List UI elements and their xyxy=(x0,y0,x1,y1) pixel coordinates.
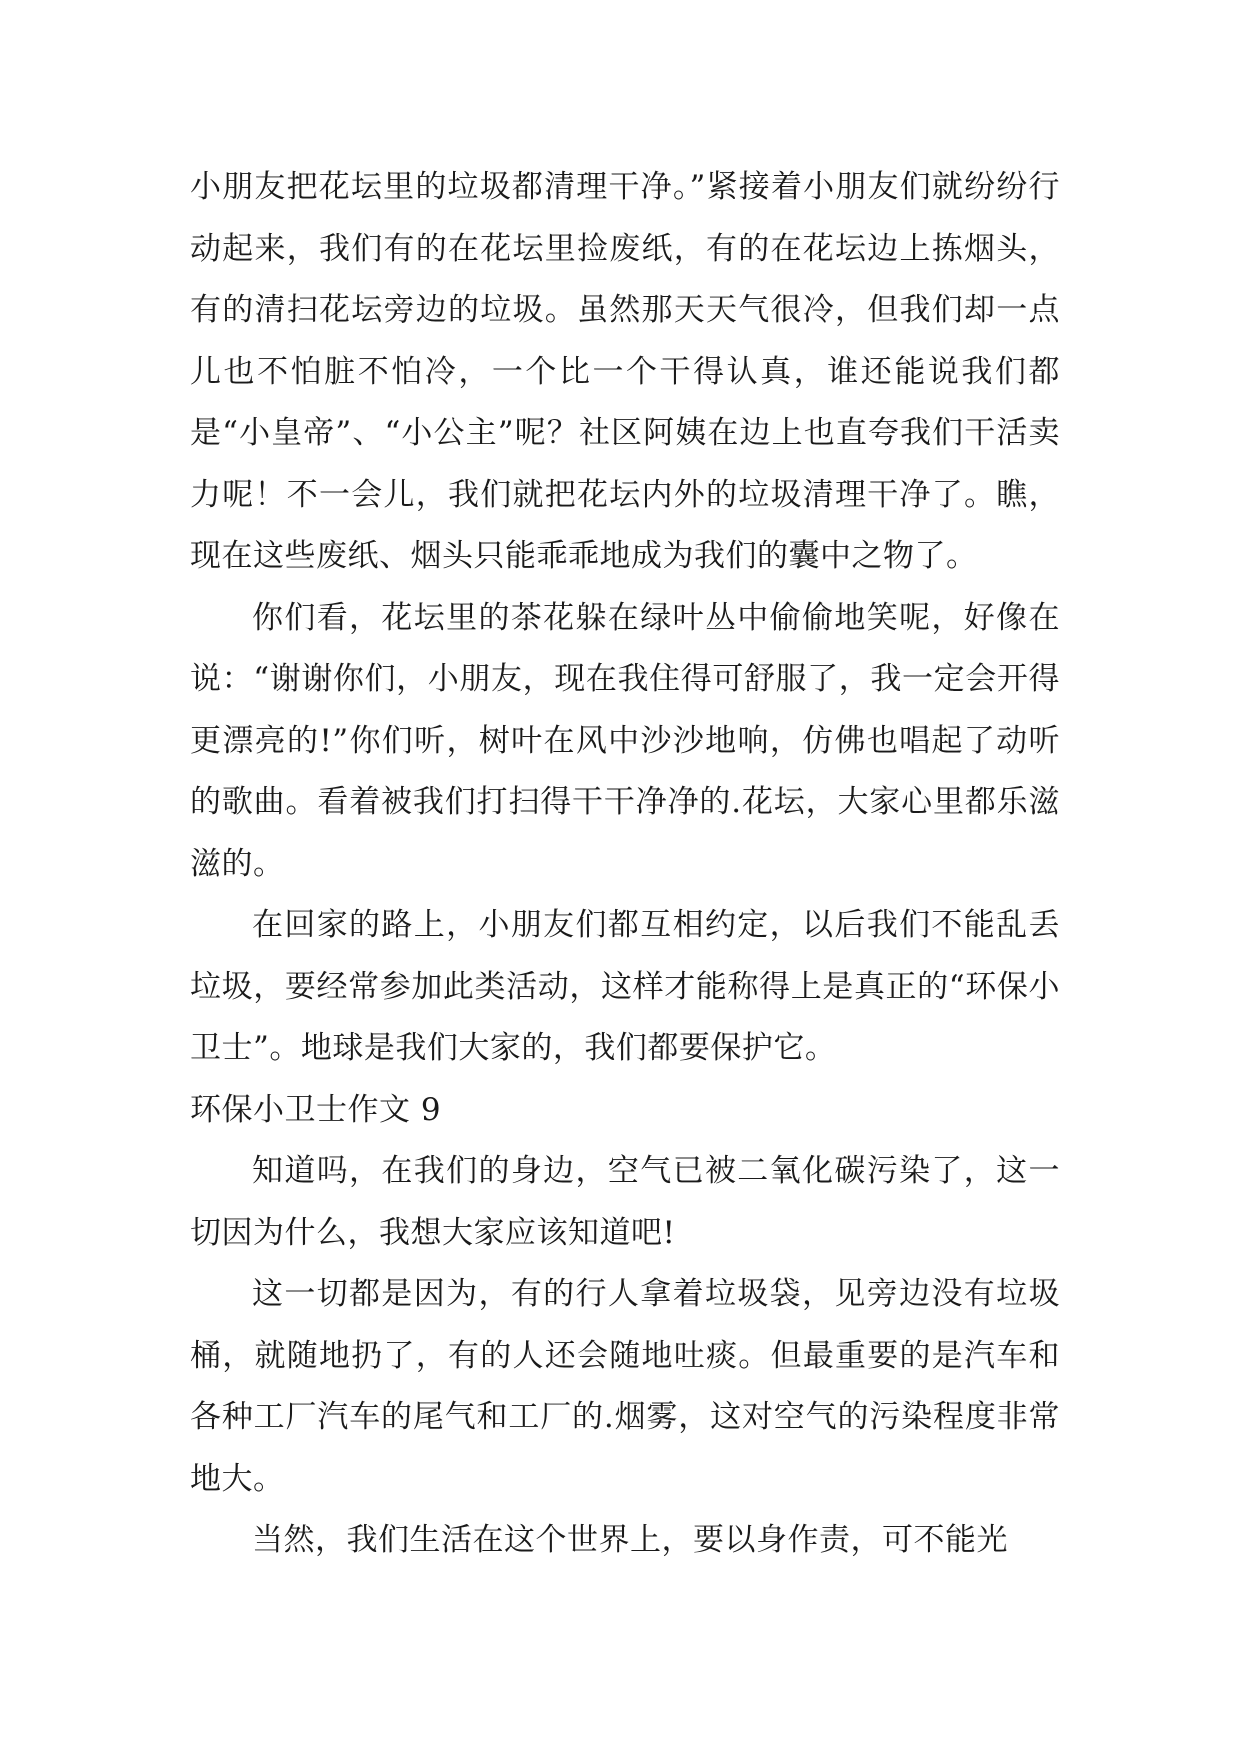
paragraph-cleanup-activity: 小朋友把花坛里的垃圾都清理干净。”紧接着小朋友们就纷纷行动起来，我们有的在花坛里捡废纸，有的在花坛边上拣烟头，有的清扫花坛旁边的垃圾。虽然那天天气很冷，但我们却一点儿也不怕脏不怕冷，一个比一个干得认真，谁还能说我们都是“小皇帝”、“小公主”呢？社区阿姨在边上也直夸我们干活卖力呢！不一会儿，我们就把花坛内外的垃圾清理干净了。瞧，现在这些废纸、烟头只能乖乖地成为我们的囊中之物了。 xyxy=(190,169,1060,574)
paragraph-flowers-thanks: 你们看，花坛里的茶花躲在绿叶丛中偷偷地笑呢，好像在说：“谢谢你们，小朋友，现在我住得可舒服了，我一定会开得更漂亮的!”你们听，树叶在风中沙沙地响，仿佛也唱起了动听的歌曲。看着被我们打扫得干干净净的.花坛，大家心里都乐滋滋的。 xyxy=(190,599,1060,882)
paragraph-conclusion-start: 当然，我们生活在这个世界上，要以身作责，可不能光 xyxy=(252,1522,1008,1558)
paragraph-way-home: 在回家的路上，小朋友们都互相约定，以后我们不能乱丢垃圾，要经常参加此类活动，这样才能称得上是真正的“环保小卫士”。地球是我们大家的，我们都要保护它。 xyxy=(190,907,1060,1066)
paragraph-air-pollution: 知道吗，在我们的身边，空气已被二氧化碳污染了，这一切因为什么，我想大家应该知道吧! xyxy=(190,1153,1060,1251)
paragraph-pollution-causes: 这一切都是因为，有的行人拿着垃圾袋，见旁边没有垃圾桶，就随地扔了，有的人还会随地吐痰。但最重要的是汽车和各种工厂汽车的尾气和工厂的.烟雾，这对空气的污染程度非常地大。 xyxy=(190,1276,1060,1497)
document-body xyxy=(190,157,1060,1572)
section-heading: 环保小卫士作文 9 xyxy=(190,1091,442,1128)
